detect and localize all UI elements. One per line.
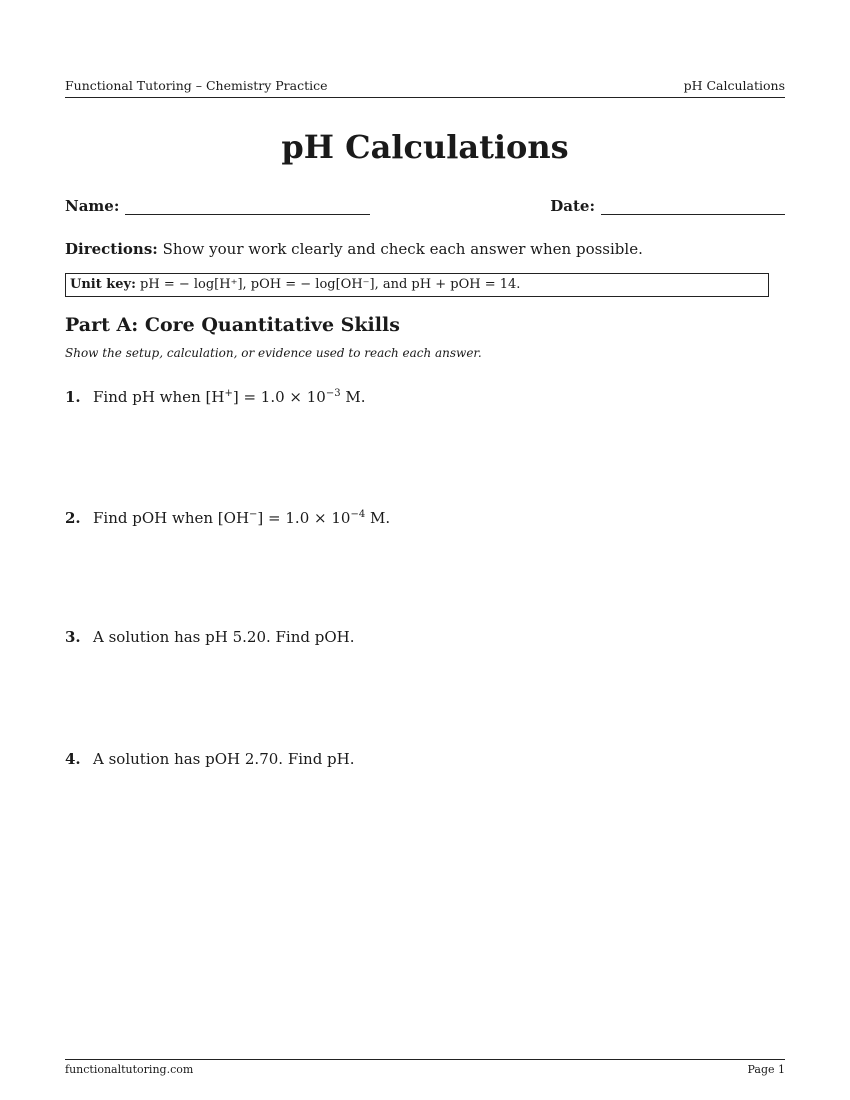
name-field[interactable]: [65, 197, 370, 215]
question-3: [65, 628, 355, 646]
question-text: A solution has pH 5.20. Find pOH.: [93, 628, 355, 646]
name-label: Name:: [65, 197, 120, 215]
part-a-subtitle: Show the setup, calculation, or evidence used to reach each answer.: [65, 346, 482, 360]
page-header: [65, 78, 785, 98]
question-text: Find pOH when $[OH^-] = 1.0 \times 10^{-4}$ M.: [93, 509, 391, 527]
part-a-title: Part A: Core Quantitative Skills: [65, 314, 400, 336]
question-4: [65, 750, 355, 768]
date-label: Date:: [550, 197, 595, 215]
unit-key-label: Unit key:: [70, 277, 136, 292]
date-field[interactable]: [550, 197, 785, 215]
footer-website: functionaltutoring.com: [65, 1063, 194, 1076]
footer-page-number: Page 1: [747, 1063, 785, 1076]
header-course: Functional Tutoring – Chemistry Practice: [65, 78, 328, 93]
name-blank-line[interactable]: [125, 200, 370, 215]
page-footer: [65, 1059, 785, 1076]
worksheet-page: [65, 0, 785, 1100]
question-number: 3.: [65, 628, 81, 646]
question-1: [65, 388, 366, 406]
question-2: [65, 509, 390, 527]
date-blank-line[interactable]: [601, 200, 785, 215]
directions-label: Directions:: [65, 240, 158, 258]
question-text: A solution has pOH 2.70. Find pH.: [93, 750, 355, 768]
student-info-row: [65, 197, 785, 217]
unit-key-box: [65, 273, 769, 297]
header-topic: pH Calculations: [683, 78, 785, 93]
unit-key-text: pH = − log[H⁺], pOH = − log[OH⁻], and pH + pOH = 14.: [140, 277, 521, 292]
question-number: 2.: [65, 509, 81, 527]
directions-text: Show your work clearly and check each answer when possible.: [162, 240, 643, 258]
question-number: 1.: [65, 388, 81, 406]
question-text: Find pH when $[H^+] = 1.0 \times 10^{-3}$ M.: [93, 388, 366, 406]
directions: [65, 240, 643, 258]
page-title: pH Calculations: [281, 128, 569, 166]
question-number: 4.: [65, 750, 81, 768]
